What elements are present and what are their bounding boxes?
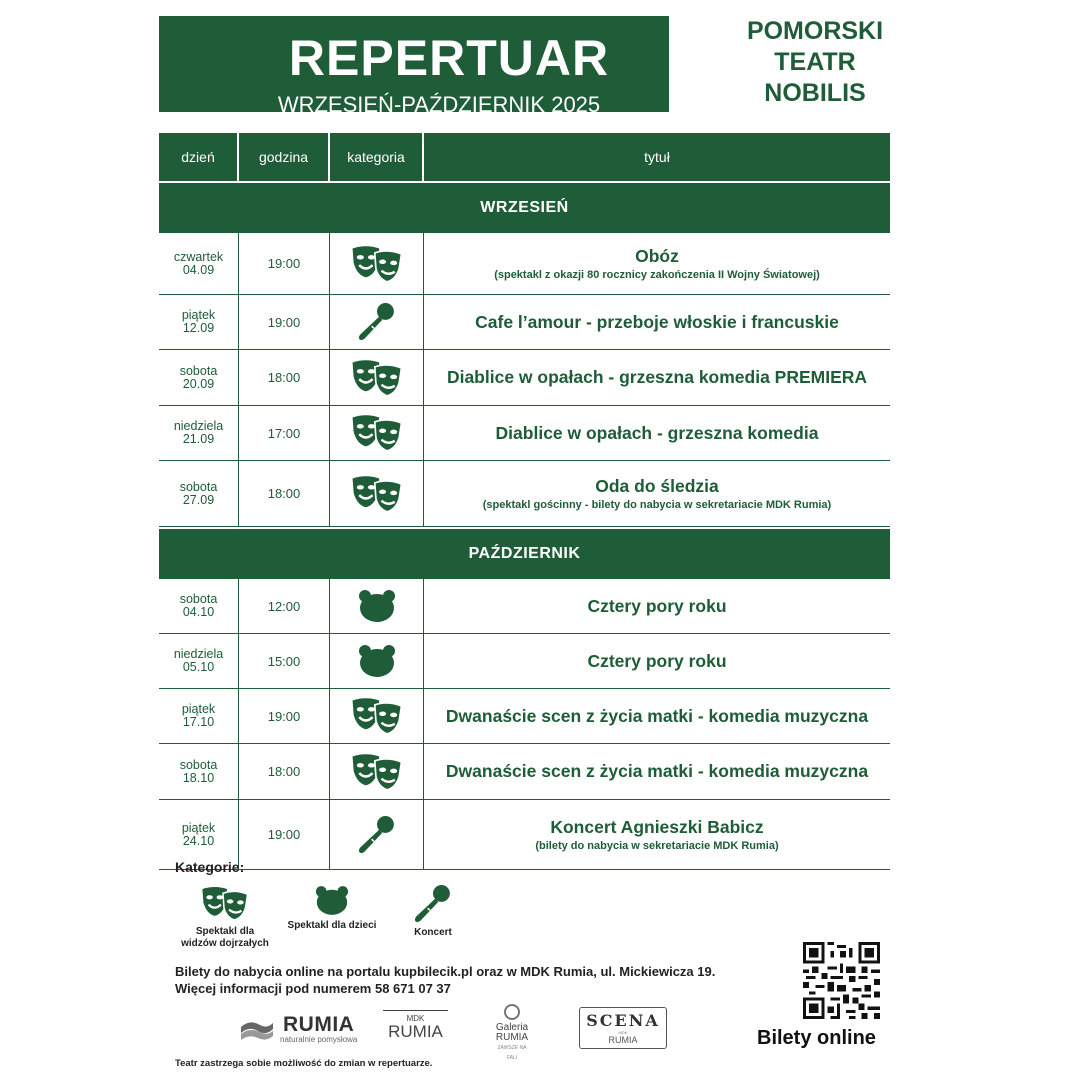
title-cell [424,350,890,405]
time: 19:00 [267,708,301,724]
masks-icon [349,244,405,284]
legend-concert-label: Koncert [414,927,452,938]
masks-icon [349,358,405,398]
theatre-name [720,16,910,109]
title-cell [424,233,890,294]
table-row [159,233,890,295]
microphone-icon [358,303,396,341]
table-row [159,689,890,744]
time-cell [239,744,330,799]
table-row [159,406,890,461]
microphone-icon [414,885,452,923]
day-cell [159,744,239,799]
category-cell [330,689,424,743]
weekday: piątek [181,308,216,322]
masks-icon [349,474,405,514]
date: 21.09 [182,432,215,446]
ticket-info [175,963,715,997]
mdk-logo [383,1010,448,1050]
rumia-wave-icon [240,1017,274,1043]
theatre-line-2: TEATR [774,48,856,76]
month-header-september: WRZESIEŃ [159,183,890,233]
page-title: REPERTUAR [288,30,610,86]
date: 05.10 [182,660,215,674]
date: 20.09 [182,376,215,391]
ticket-info-line-1: Bilety do nabycia online na portalu kupbilecik.pl oraz w MDK Rumia, ul. Mickiewicza 19. [175,964,716,979]
category-cell [330,461,424,526]
title-cell [424,689,890,743]
masks-icon [349,696,405,736]
event-title: Diablice w opałach - grzeszna komedia PREMIERA [446,367,868,387]
qr-code[interactable] [803,942,880,1019]
time-cell [239,800,330,869]
category-cell [330,634,424,688]
time: 19:00 [267,827,301,842]
legend-kids-label: Spektakl dla dzieci [287,920,377,931]
time-cell [239,579,330,633]
title-cell [424,295,890,349]
category-cell [330,800,424,869]
time-cell [239,295,330,349]
day-cell [159,295,239,349]
legend-title: Kategorie: [175,859,245,875]
repertoire-table [159,133,890,870]
title-cell [424,461,890,526]
scena-logo [579,1007,667,1049]
microphone-icon [358,816,396,854]
time: 18:00 [267,764,301,779]
time-cell [239,350,330,405]
galeria-circle-icon [504,1004,520,1020]
scena-logo-sub: RUMIA [608,1035,638,1045]
title-banner [159,16,669,117]
event-title: Cafe l’amour - przeboje włoskie i francuskie [475,311,839,332]
weekday: piątek [181,820,216,835]
day-cell [159,634,239,688]
galeria-logo-line-1: Galeria [495,1022,529,1033]
legend-concert [402,885,464,939]
column-header-day: dzień [159,133,239,181]
weekday: sobota [179,479,218,494]
table-row [159,295,890,350]
page-subtitle: WRZESIEŃ-PAŹDZIERNIK 2025 [277,92,601,117]
legend-adult [172,885,278,950]
masks-icon [199,885,251,922]
table-header [159,133,890,181]
masks-icon [349,752,405,792]
galeria-logo-line-2: RUMIA [495,1032,529,1043]
theatre-line-1: POMORSKI [746,17,884,45]
galeria-logo [492,1004,532,1063]
table-row [159,350,890,406]
time: 12:00 [267,598,301,614]
column-header-time: godzina [239,133,330,181]
tickets-online-label: Bilety online [757,1027,876,1049]
masks-icon [349,413,405,453]
table-row [159,744,890,800]
rumia-logo-name: RUMIA [283,1013,355,1036]
rumia-logo-tag: naturalnie pomysłowa [280,1035,358,1044]
weekday: niedziela [173,647,224,661]
time-cell [239,634,330,688]
day-cell [159,461,239,526]
title-cell [424,634,890,688]
time: 18:00 [267,370,301,385]
event-note: (spektakl z okazji 80 rocznicy zakończenia II Wojny Światowej) [494,269,820,281]
event-title: Oda do śledzia [595,476,719,496]
table-row [159,634,890,689]
event-title: Diablice w opałach - grzeszna komedia [495,422,819,443]
day-cell [159,579,239,633]
mdk-logo-small: MDK [406,1014,425,1023]
category-cell [330,350,424,405]
title-cell [424,744,890,799]
event-note: (bilety do nabycia w sekretariacie MDK Rumia) [535,840,779,852]
date: 18.10 [182,770,215,785]
day-cell [159,406,239,460]
table-row [159,461,890,527]
mdk-logo-name: RUMIA [388,1022,443,1041]
time-cell [239,689,330,743]
footer-disclaimer: Teatr zastrzega sobie możliwość do zmian w repertuarze. [175,1058,433,1069]
day-cell [159,689,239,743]
event-title: Dwanaście scen z życia matki - komedia muzyczna [445,761,869,781]
time-cell [239,461,330,526]
date: 04.09 [182,262,215,277]
event-title: Cztery pory roku [587,650,727,671]
category-cell [330,744,424,799]
time: 19:00 [267,256,301,271]
category-cell [330,233,424,294]
weekday: sobota [179,363,218,378]
title-cell [424,406,890,460]
month-header-october: PAŹDZIERNIK [159,529,890,579]
date: 17.10 [182,715,215,729]
theatre-line-3: NOBILIS [764,79,866,107]
bear-icon [358,589,396,623]
time: 19:00 [267,314,301,330]
table-row [159,800,890,870]
date: 04.10 [182,605,215,619]
time: 15:00 [267,653,301,669]
scena-logo-name: SCENA [586,1011,660,1030]
event-title: Dwanaście scen z życia matki - komedia muzyczna [445,705,869,726]
legend-adult-line-1: Spektakl dla [195,926,255,937]
date: 27.09 [182,492,215,507]
ticket-info-line-2: Więcej informacji pod numerem 58 671 07 37 [175,981,451,996]
galeria-logo-tag: ZAWSZE NA FALI [497,1045,527,1061]
column-header-title: tytuł [424,133,890,181]
time: 17:00 [267,425,301,441]
date: 12.09 [182,321,215,335]
column-header-category: kategoria [330,133,424,181]
table-row [159,579,890,634]
weekday: niedziela [173,419,224,433]
event-title: Koncert Agnieszki Babicz [550,817,764,837]
category-cell [330,295,424,349]
time: 18:00 [267,486,301,501]
date: 24.10 [182,833,215,848]
event-title: Cztery pory roku [587,595,727,616]
weekday: sobota [179,757,218,772]
event-title: Obóz [635,246,679,266]
day-cell [159,350,239,405]
weekday: sobota [179,592,218,606]
weekday: piątek [181,702,216,716]
legend-adult-line-2: widzów dojrzałych [181,938,269,949]
legend-kids [282,885,382,932]
title-cell [424,800,890,869]
day-cell [159,233,239,294]
event-note: (spektakl gościnny - bilety do nabycia w sekretariacie MDK Rumia) [482,499,832,511]
bear-icon [315,885,349,916]
title-cell [424,579,890,633]
category-cell [330,579,424,633]
rumia-logo [240,1015,357,1044]
time-cell [239,406,330,460]
scena-logo-tag: MDK [618,1030,628,1035]
bear-icon [358,644,396,678]
weekday: czwartek [173,249,224,264]
time-cell [239,233,330,294]
category-cell [330,406,424,460]
